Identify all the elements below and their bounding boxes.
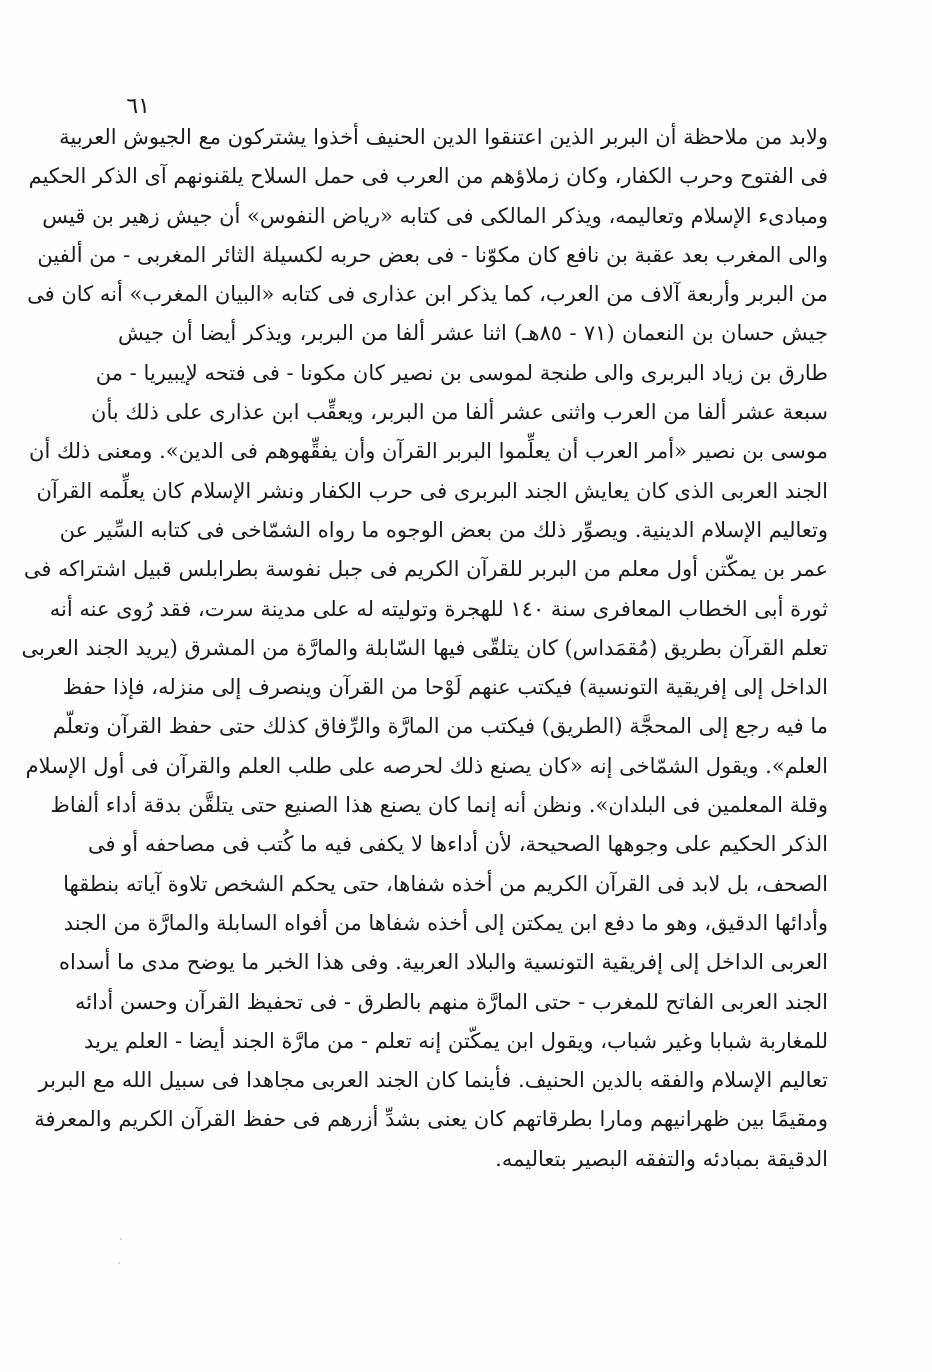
text-line: تعاليم الإسلام والفقه بالدين الحنيف. فأينما كان الجند العربى مجاهدا فى سبيل الله مع البربر (38, 1068, 828, 1093)
body-text (21, 118, 828, 1179)
text-line: وتعاليم الإسلام الدينية. ويصوِّر ذلك من بعض الوجوه ما رواه الشمّاخى فى كتابه السِّير عن (59, 517, 828, 542)
text-line: ثورة أبى الخطاب المعافرى سنة ١٤٠ للهجرة وتوليته له على مدينة سرت، فقد رُوى عنه أنه (49, 596, 828, 621)
text-line: ومقيمًا بين ظهرانيهم ومارا بطرقاتهم كان يعنى بشدِّ أزرهم فى حفظ القرآن الكريم والمعرفة (34, 1107, 828, 1132)
scan-speck (118, 1262, 120, 1264)
text-line: ما فيه رجع إلى المحجَّة (الطريق) فيكتب من المارَّة والرِّفاق كذلك حتى حفظ القرآن وتعلّم (52, 714, 828, 739)
text-line: العلم». ويقول الشمّاخى إنه «كان يصنع ذلك لحرصه على طلب العلم والقرآن فى أول الإسلام (25, 753, 828, 778)
page-number: ٦١ (126, 94, 150, 119)
text-line: العربى الداخل إلى إفريقية التونسية والبلاد العربية. وفى هذا الخبر ما يوضح مدى ما أسداه (59, 950, 828, 975)
text-line: الجند العربى الفاتح للمغرب - حتى المارَّة منهم بالطرق - فى تحفيظ القرآن وحسن أدائه (75, 989, 828, 1014)
text-line: وأدائها الدقيق، وهو ما دفع ابن يمكتن إلى أخذه شفاها من أفواه السابلة والمارَّة من الجند (63, 910, 828, 935)
text-line: الصحف، بل لابد فى القرآن الكريم من أخذه شفاها، حتى يحكم الشخص تلاوة آياته بنطقها (63, 871, 828, 896)
text-line: الذكر الحكيم على وجوهها الصحيحة، لأن أداءها لا يكفى فيه ما كُتب فى مصاحفه أو فى (87, 832, 828, 857)
text-line: الداخل إلى إفريقية التونسية) فيكتب عنهم لَوْحا من القرآن وينصرف إلى منزله، فإذا حفظ (62, 675, 828, 700)
text-line: ومبادىء الإسلام وتعاليمه، ويذكر المالكى فى كتابه «رياض النفوس» أن جيش زهير بن قيس (42, 203, 828, 228)
text-line: الجند العربى الذى كان يعايش الجند البربرى فى حرب الكفار ونشر الإسلام كان يعلِّمه القرآن (36, 478, 828, 503)
text-line: تعلم القرآن بطريق (مُقمَداس) كان يتلقّى فيها السّابلة والمارَّة من المشرق (يريد الجند العربى (21, 635, 828, 660)
text-line: وقلة المعلمين فى البلدان». ونظن أنه إنما كان يصنع هذا الصنيع حتى يتلقَّن بدقة أداء ألفاظ (50, 793, 828, 818)
text-line: عمر بن يمكّتن أول معلم من البربر للقرآن الكريم فى جبل نفوسة بطرابلس قبيل اشتراكه فى (23, 557, 828, 582)
scan-speck (120, 1238, 122, 1240)
text-line: من البربر وأربعة آلاف من العرب، كما يذكر ابن عذارى فى كتابه «البيان المغرب» أنه كان فى (27, 282, 828, 307)
text-line: والى المغرب بعد عقبة بن نافع كان مكوّنا - فى بعض حربه لكسيلة الثائر المغربى - من ألفين (37, 242, 828, 267)
text-line: سبعة عشر ألفا من العرب واثنى عشر ألفا من البربر، ويعقِّب ابن عذارى على ذلك بأن (91, 400, 828, 425)
text-line: جيش حسان بن النعمان (٧١ - ٨٥هـ) اثنا عشر ألفا من البربر، ويذكر أيضا أن جيش (118, 321, 828, 346)
text-line: طارق بن زياد البربرى والى طنجة لموسى بن نصير كان مكونا - فى فتحه لإيبيريا - من (95, 360, 828, 385)
text-line: للمغاربة شبابا وغير شباب، ويقول ابن يمكّتن إنه تعلم - من مارَّة الجند أيضا - العلم يريد (84, 1028, 828, 1053)
text-line: فى الفتوح وحرب الكفار، وكان زملاؤهم من العرب فى حمل السلاح يلقنونهم آى الذكر الحكيم (28, 164, 828, 189)
text-line: ولابد من ملاحظة أن البربر الذين اعتنقوا الدين الحنيف أخذوا يشتركون مع الجيوش العربية (59, 125, 828, 149)
text-line: موسى بن نصير «أمر العرب أن يعلِّموا البربر القرآن وأن يفقِّهوهم فى الدين». ومعنى ذلك أن (29, 439, 828, 464)
text-line-last: الدقيقة بمبادئه والتفقه البصير بتعاليمه. (495, 1146, 828, 1171)
